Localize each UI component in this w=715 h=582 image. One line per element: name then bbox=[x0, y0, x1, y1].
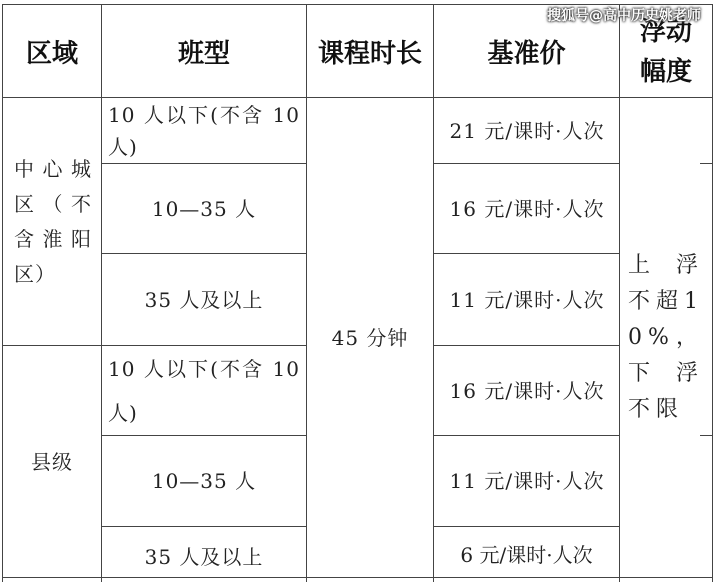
base-price-cell: 11 元/课时·人次 bbox=[449, 287, 605, 312]
class-type-cell: 10 人以下(不含 10 人) bbox=[108, 356, 300, 425]
header-duration: 课程时长 bbox=[317, 38, 422, 69]
class-type-cell: 35 人及以上 bbox=[144, 545, 264, 569]
float-range-value: 上浮不超10%，下浮不限 bbox=[628, 252, 704, 422]
class-type-cell: 10 人以下(不含 10 人) bbox=[108, 102, 300, 159]
table-border-bottom bbox=[2, 577, 713, 578]
header-base-price: 基准价 bbox=[487, 38, 566, 69]
region-urban: 中心城区（不含淮阳区） bbox=[14, 156, 92, 286]
source-watermark: 搜狐号@高中历史姚老师 bbox=[547, 8, 701, 24]
region-county: 县级 bbox=[31, 449, 73, 474]
base-price-cell: 16 元/课时·人次 bbox=[449, 196, 605, 221]
header-class-type: 班型 bbox=[177, 38, 230, 69]
table-divider-col4 bbox=[619, 4, 620, 582]
base-price-cell: 21 元/课时·人次 bbox=[449, 118, 605, 143]
header-region: 区域 bbox=[25, 38, 78, 69]
duration-value: 45 分钟 bbox=[331, 325, 409, 350]
header-float-range: 浮动幅度 bbox=[639, 17, 692, 87]
table-border-right bbox=[712, 4, 713, 582]
class-type-cell: 10—35 人 bbox=[151, 196, 257, 221]
class-type-cell: 35 人及以上 bbox=[144, 287, 264, 312]
base-price-cell: 6 元/课时·人次 bbox=[460, 543, 593, 567]
class-type-cell: 10—35 人 bbox=[151, 469, 257, 493]
base-price-cell: 11 元/课时·人次 bbox=[449, 469, 605, 493]
base-price-cell: 16 元/课时·人次 bbox=[449, 378, 605, 403]
